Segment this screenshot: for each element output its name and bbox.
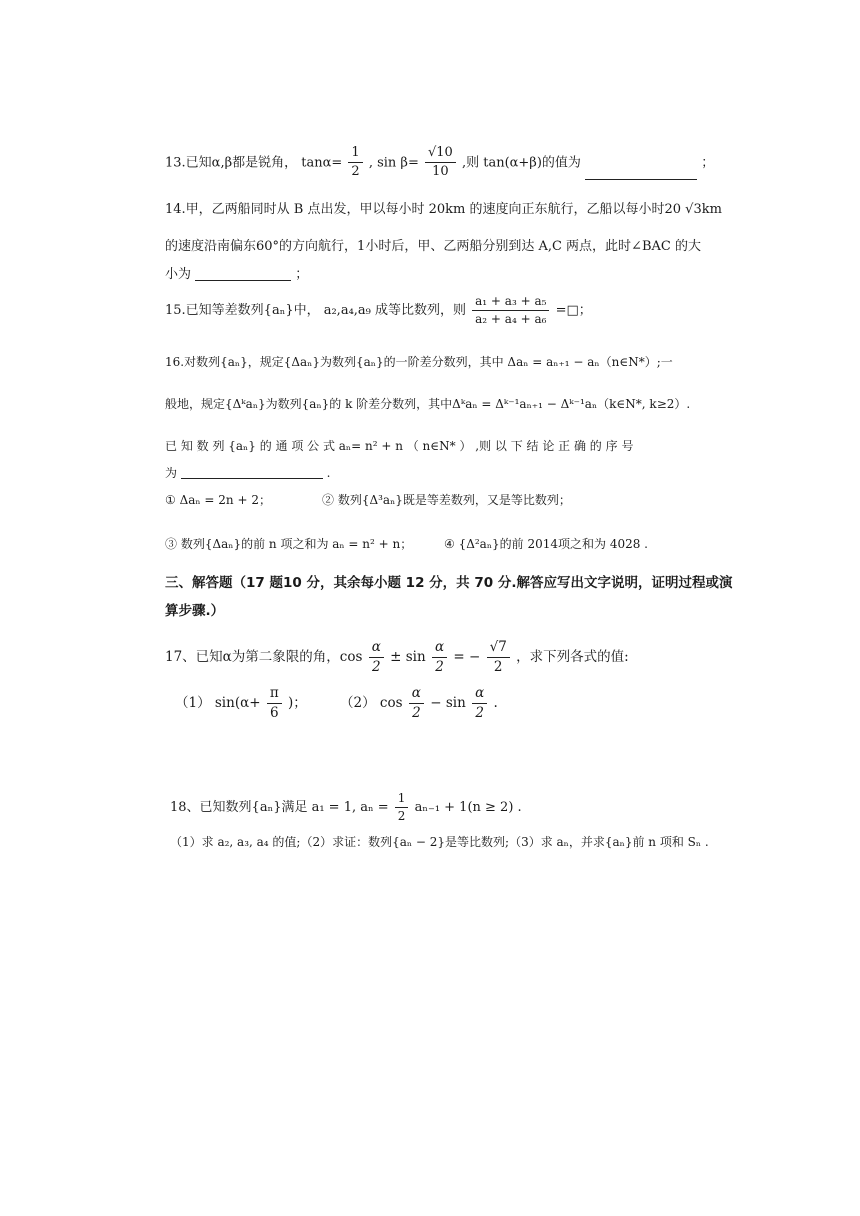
q15-suffix: =□；	[555, 303, 592, 319]
q14-answer-blank[interactable]	[195, 268, 291, 281]
q16-answer-blank[interactable]	[181, 466, 323, 479]
q18-frac-den: 2	[397, 809, 406, 824]
q18-suffix: aₙ₋₁ + 1(n ≥ 2) .	[414, 800, 522, 816]
q15-frac-den: a₂ + a₄ + a₆	[475, 312, 547, 327]
q17-p2-frac2-num: α	[472, 686, 487, 704]
q17-p1-frac-den: 6	[269, 704, 279, 721]
q18-frac-num: 1	[395, 792, 409, 808]
q17-suffix: ，求下列各式的值:	[516, 648, 629, 665]
q17-p2-frac2	[472, 686, 487, 721]
q13-fraction-tan	[348, 146, 362, 180]
q16-line4-prefix: 为	[165, 466, 178, 480]
q18-prefix: 18、已知数列{aₙ}满足 a₁ = 1, aₙ =	[170, 800, 389, 816]
q18-frac	[395, 792, 409, 823]
q17-eq: = −	[453, 648, 481, 665]
q17-p1-frac-num: π	[267, 686, 282, 704]
q17-frac-a-num: α	[369, 640, 384, 658]
q17-p2-frac1-num: α	[409, 686, 424, 704]
q17-p2-frac1-den: 2	[412, 704, 421, 721]
q13-frac2-num: √10	[425, 146, 456, 163]
q17-p2-suffix: .	[493, 694, 498, 711]
q16-option-4: ④ {Δ²aₙ}的前 2014项之和为 4028 .	[444, 537, 649, 551]
q13-frac1-num: 1	[348, 146, 362, 163]
q13-fraction-sin	[425, 146, 456, 180]
q17-p1-suffix: )；	[287, 694, 307, 711]
q17-frac-b-num: α	[432, 640, 447, 658]
q17-frac-c	[487, 640, 510, 675]
q14-line1: 14.甲，乙两船同时从 B 点出发，甲以每小时 20km 的速度向正东航行，乙船以每小时20 √3km	[165, 202, 722, 217]
q14-line3-prefix: 小为	[165, 267, 192, 282]
q17-mid: ± sin	[390, 648, 426, 665]
q17-frac-c-den: 2	[493, 658, 503, 675]
q15-frac-num: a₁ + a₃ + a₅	[472, 295, 549, 311]
q18-line2: （1）求 a₂, a₃, a₄ 的值;（2）求证：数列{aₙ − 2}是等比数列;（3）求 aₙ，并求{aₙ}前 n 项和 Sₙ .	[170, 835, 709, 849]
q13-frac2-den: 10	[432, 164, 449, 180]
q13-end: ；	[701, 155, 715, 171]
q14-line3-end: ；	[295, 267, 309, 282]
q17-frac-c-num: √7	[487, 640, 510, 658]
q17-part-1	[175, 686, 307, 721]
question-13	[165, 146, 714, 180]
q13-prefix: 13.已知α,β都是锐角， tanα=	[165, 155, 343, 171]
q13-frac1-den: 2	[351, 164, 360, 180]
q13-mid: , sin β=	[368, 155, 419, 171]
q17-p2-prefix: （2） cos	[340, 694, 403, 711]
q17-part-2	[340, 686, 498, 721]
q15-prefix: 15.已知等差数列{aₙ}中， a₂,a₄,a₉ 成等比数列，则	[165, 303, 467, 319]
question-18	[170, 792, 522, 823]
q17-prefix: 17、已知α为第二象限的角，cos	[165, 648, 363, 665]
q15-fraction	[472, 295, 549, 326]
q16-option-3: ③ 数列{Δaₙ}的前 n 项之和为 aₙ = n² + n；	[165, 537, 413, 551]
question-14-line3	[165, 268, 308, 281]
section-3-heading-line1: 三、解答题（17 题10 分，其余每小题 12 分，共 70 分.解答应写出文字说明，证明过程或演	[165, 575, 733, 591]
q17-p1-frac	[267, 686, 282, 721]
q16-option-1: ① Δaₙ = 2n + 2；	[165, 493, 271, 507]
question-17	[165, 640, 629, 675]
q16-line1: 16.对数列{aₙ}，规定{Δaₙ}为数列{aₙ}的一阶差分数列，其中 Δaₙ = aₙ₊₁ − aₙ（n∈N*）;一	[165, 355, 673, 369]
q13-suffix: ,则 tan(α+β)的值为	[461, 155, 581, 171]
q17-p2-frac1	[409, 686, 424, 721]
q17-frac-a	[369, 640, 384, 675]
q17-p1-prefix: （1） sin(α+	[175, 694, 261, 711]
q16-line3: 已 知 数 列 {aₙ} 的 通 项 公 式 aₙ= n² + n （ n∈N* ） ,则 以 下 结 论 正 确 的 序 号	[165, 439, 634, 453]
q17-frac-b-den: 2	[435, 658, 444, 675]
q17-p2-frac2-den: 2	[475, 704, 484, 721]
question-16-line4	[165, 466, 331, 479]
q16-line2: 般地，规定{Δᵏaₙ}为数列{aₙ}的 k 阶差分数列，其中Δᵏaₙ = Δᵏ⁻¹aₙ₊₁ − Δᵏ⁻¹aₙ（k∈N*, k≥2）.	[165, 397, 691, 411]
q16-line4-end: .	[326, 466, 331, 480]
q17-frac-b	[432, 640, 447, 675]
q14-line2: 的速度沿南偏东60°的方向航行，1小时后，甲、乙两船分别到达 A,C 两点，此时∠BAC 的大	[165, 239, 701, 254]
q13-answer-blank[interactable]	[585, 167, 697, 180]
q17-p2-mid: − sin	[430, 694, 466, 711]
section-3-heading-line2: 算步骤.）	[165, 603, 225, 619]
question-15	[165, 295, 592, 326]
q16-option-2: ② 数列{Δ³aₙ}既是等差数列，又是等比数列；	[322, 493, 571, 507]
q17-frac-a-den: 2	[371, 658, 381, 675]
